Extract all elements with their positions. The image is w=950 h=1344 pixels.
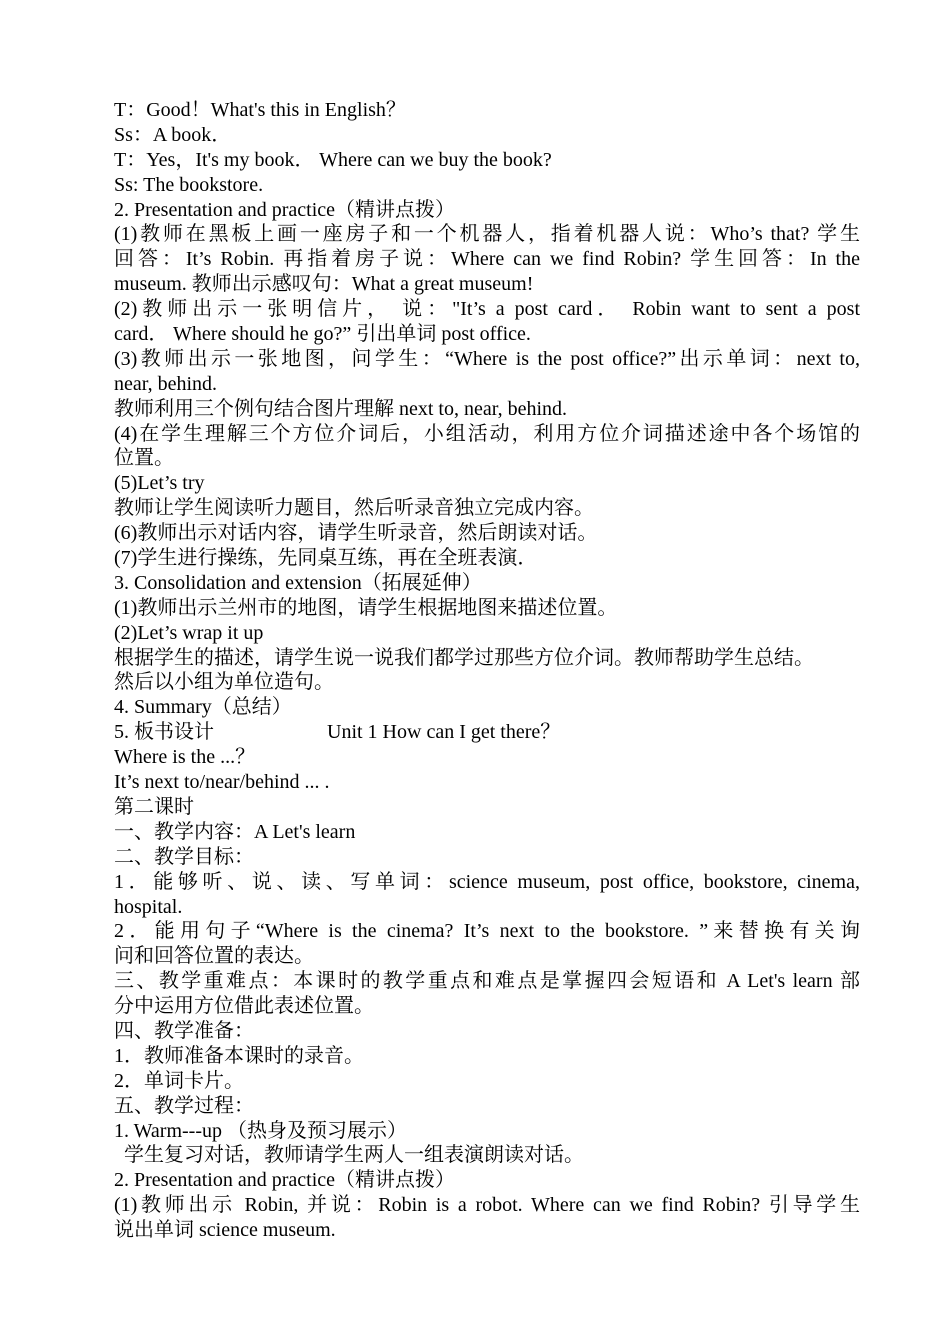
section-heading: 2. Presentation and practice（精讲点拨） [114,198,456,221]
text-line: near, behind. [114,372,218,395]
text-line: 分中运用方位借此表述位置。 [114,995,374,1018]
text-line: It’s next to/near/behind ... . [114,771,330,794]
text-line: 五、教学过程： [114,1094,254,1117]
text-line: 位置。 [114,447,174,470]
section-heading: 2. Presentation and practice（精讲点拨） [114,1169,456,1192]
text-line: 然后以小组为单位造句。 [114,671,334,694]
text-line: 二、教学目标： [114,845,254,868]
section-heading: 3. Consolidation and extension（拓展延伸） [114,571,482,594]
text-line: 三、教学重难点：本课时的教学重点和难点是掌握四会短语和 A Let's learn 部 [114,970,860,993]
text-line: (7)学生进行操练，先同桌互练，再在全班表演． [114,547,538,570]
text-line: 1．能够听、说、读、写单词：science museum, post office, bookstore, cinema, [114,870,860,893]
text-line: (2)教师出示一张明信片， 说："It’s a post card． Robin want to sent a post [114,298,860,321]
text-line: 教师让学生阅读听力题目，然后听录音独立完成内容。 [114,497,594,520]
text-line: 说出单词 science museum. [114,1219,336,1242]
text-line: 回答：It’s Robin. 再指着房子说：Where can we find Robin? 学生回答：In the [114,248,860,271]
lesson-heading: 第二课时 [114,795,194,818]
text-line: Ss: The bookstore. [114,173,264,196]
text-line: (4)在学生理解三个方位介词后，小组活动，利用方位介词描述途中各个场馆的 [114,422,860,445]
text-line: Ss：A book． [114,123,232,146]
text-line: Where is the ...？ [114,746,256,769]
text-line: 四、教学准备： [114,1019,254,1042]
text-line: (2)Let’s wrap it up [114,621,264,644]
text-line: T：Good！What's this in English？ [114,99,406,121]
text-line: 2．单词卡片。 [114,1069,244,1092]
text-line: 一、教学内容：A Let's learn [114,820,356,843]
text-line: (3)教师出示一张地图，问学生：“Where is the post office?”出示单词：next to, [114,347,860,370]
text-line: hospital. [114,895,183,918]
text-line: (5)Let’s try [114,472,205,495]
text-line: 2．能用句子“Where is the cinema? It’s next to the bookstore. ”来替换有关询 [114,920,860,943]
section-heading: 4. Summary（总结） [114,696,292,719]
board-design-line [114,720,860,745]
board-unit-title: Unit 1 How can I get there？ [327,721,561,744]
text-line: T：Yes，It's my book． Where can we buy the book? [114,148,552,171]
section-heading: 1. Warm---up （热身及预习展示） [114,1119,407,1142]
text-line: (1)教师出示 Robin, 并说：Robin is a robot. Where can we find Robin? 引导学生 [114,1194,860,1217]
text-line: 教师利用三个例句结合图片理解 next to, near, behind. [114,397,568,420]
text-line: museum. 教师出示感叹句：What a great museum! [114,273,534,296]
text-line: 1．教师准备本课时的录音。 [114,1044,364,1067]
text-line: 学生复习对话，教师请学生两人一组表演朗读对话。 [114,1144,584,1167]
text-line: 问和回答位置的表达。 [114,945,314,968]
document-page [114,98,860,1243]
board-design-label: 5. 板书设计 [114,721,214,744]
text-line: (1)教师在黑板上画一座房子和一个机器人，指着机器人说：Who’s that? 学生 [114,223,860,246]
text-line: card． Where should he go?” 引出单词 post office. [114,323,531,346]
text-line: (1)教师出示兰州市的地图，请学生根据地图来描述位置。 [114,596,618,619]
text-line: 根据学生的描述，请学生说一说我们都学过那些方位介词。教师帮助学生总结。 [114,646,814,669]
text-line: (6)教师出示对话内容，请学生听录音，然后朗读对话。 [114,522,598,545]
